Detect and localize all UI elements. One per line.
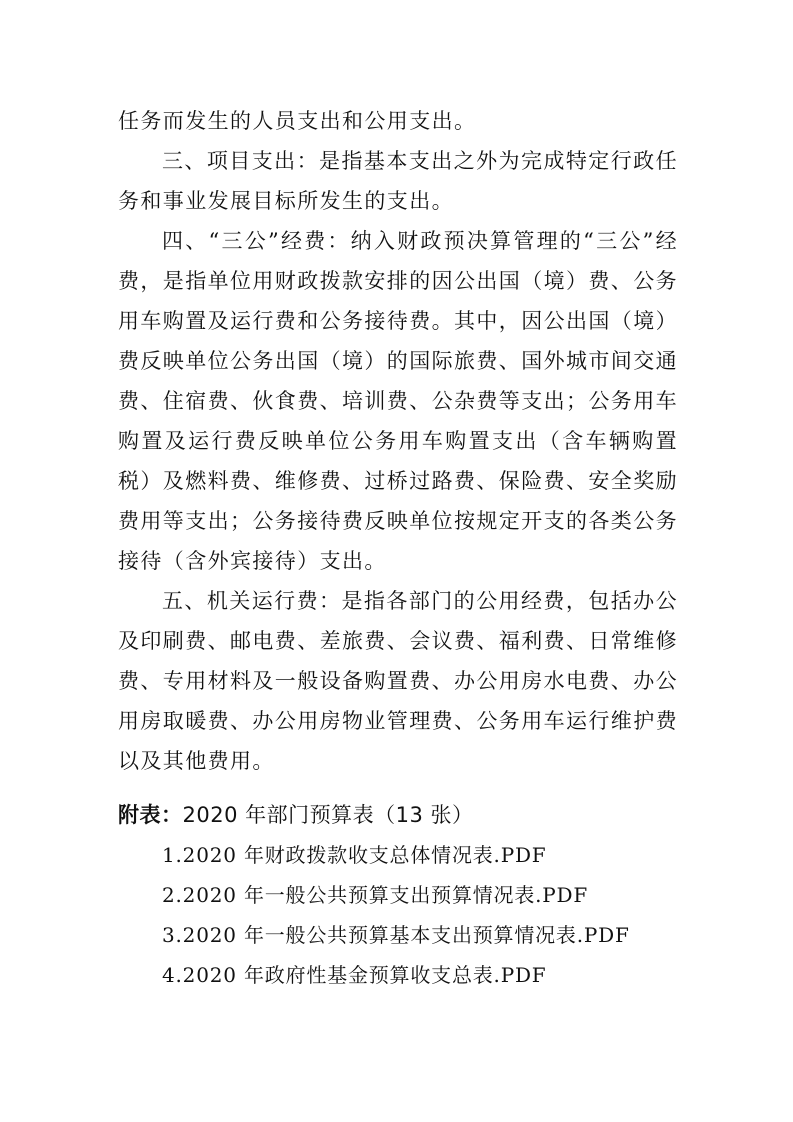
- appendix-file-link[interactable]: 4.2020 年政府性基金预算收支总表.PDF: [162, 963, 547, 987]
- appendix-file-list: [118, 835, 678, 995]
- paragraph-project-expenditure: 三、项目支出：是指基本支出之外为完成特定行政任务和事业发展目标所发生的支出。: [118, 149, 678, 213]
- appendix-label: 附表：: [118, 803, 183, 827]
- body-text: [118, 101, 678, 781]
- appendix-title: [118, 795, 678, 835]
- appendix-heading: 2020 年部门预算表（13 张）: [182, 803, 474, 827]
- paragraph-continuation: 任务而发生的人员支出和公用支出。: [118, 109, 477, 133]
- appendix-section: [118, 795, 678, 995]
- appendix-file-link[interactable]: 3.2020 年一般公共预算基本支出预算情况表.PDF: [162, 923, 630, 947]
- appendix-file-link[interactable]: 2.2020 年一般公共预算支出预算情况表.PDF: [162, 883, 589, 907]
- paragraph-three-public-expenses: 四、“三公”经费：纳入财政预决算管理的“三公”经费，是指单位用财政拨款安排的因公出国（境）费、公务用车购置及运行费和公务接待费。其中，因公出国（境）费反映单位公务出国（境）的国际旅费、国外城市间交通费、住宿费、伙食费、培训费、公杂费等支出；公务用车购置及运行费反映单位公务用车购置支出（含车辆购置税）及燃料费、维修费、过桥过路费、保险费、安全奖励费用等支出；公务接待费反映单位按规定开支的各类公务接待（含外宾接待）支出。: [118, 229, 678, 573]
- appendix-file-link[interactable]: 1.2020 年财政拨款收支总体情况表.PDF: [162, 843, 547, 867]
- paragraph-operating-expenses: 五、机关运行费：是指各部门的公用经费，包括办公及印刷费、邮电费、差旅费、会议费、福利费、日常维修费、专用材料及一般设备购置费、办公用房水电费、办公用房取暖费、办公用房物业管理费、公务用车运行维护费以及其他费用。: [118, 589, 678, 773]
